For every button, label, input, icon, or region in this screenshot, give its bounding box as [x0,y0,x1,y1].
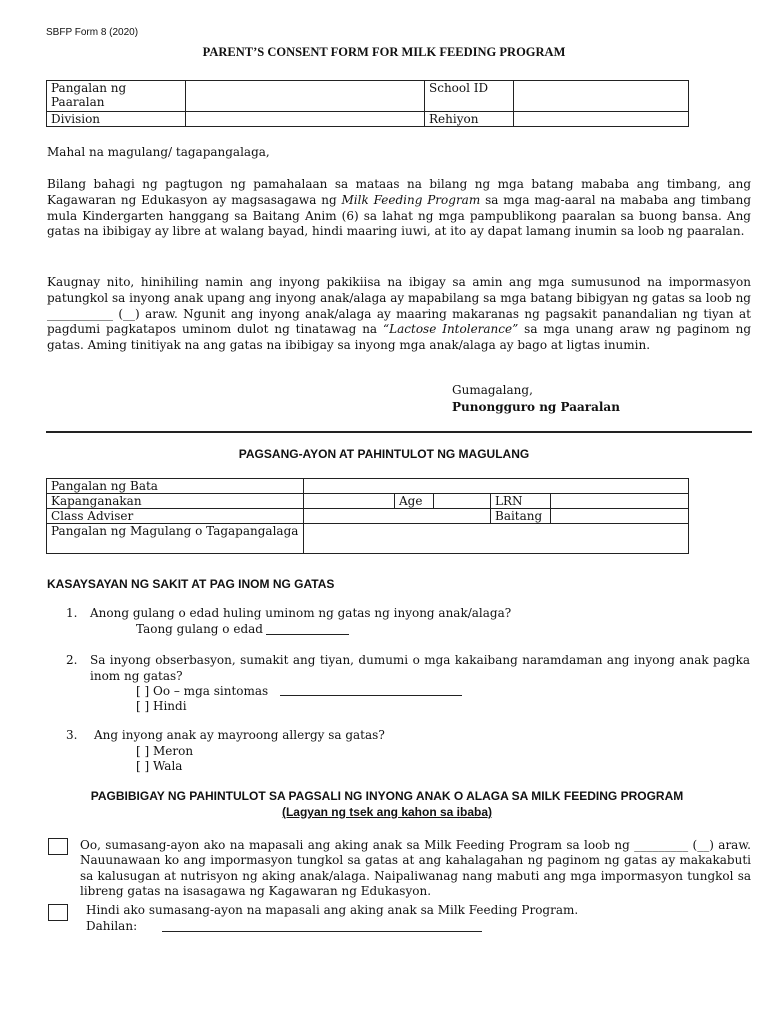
q1-answer-line[interactable] [266,634,349,635]
letter-paragraph-2: Kaugnay nito, hinihiling namin ang inyong pakikiisa na ibigay sa amin ang mga sumusunod na impormasyon patungkol sa inyong anak upang ang inyong anak/alaga ay mapabilang sa mga batang bibigyan ng gatas sa loob ng ___________ (__) araw. Ngunit ang inyong anak/alaga ay maaring makaranas ng pagsakit panandalian ng tiyan at pagdumi pagkatapos uminom dulot ng tinatawag na “Lactose Intolerance” sa mga unang araw ng paginom ng gatas. Aming tinitiyak na ang gatas na ibibigay sa inyong mga anak/alaga ay bago at ligtas inumin. [47,275,752,353]
consent-no-checkbox[interactable] [48,904,68,921]
grade-label: Baitang [491,509,551,523]
school-name-label: Pangalan ng Paaralan [47,81,186,112]
region-field[interactable] [514,112,689,127]
form-title: PARENT’S CONSENT FORM FOR MILK FEEDING PROGRAM [202,45,566,59]
signatory: Punongguro ng Paaralan [452,400,620,414]
lrn-field[interactable] [551,494,688,508]
guardian-field[interactable] [304,524,689,554]
grade-cell[interactable] [491,509,689,524]
child-info-table [46,478,689,554]
reason-line[interactable] [162,931,482,932]
q1-number: 1. [66,606,78,620]
consent-no-text: Hindi ako sumasang-ayon na mapasali ang aking anak sa Milk Feeding Program. [86,903,579,917]
q1-sub-label: Taong gulang o edad [136,622,263,636]
q2-option-yes[interactable]: [ ] Oo – mga sintomas [136,684,269,698]
permission-title: PAGBIBIGAY NG PAHINTULOT SA PAGSALI NG INYONG ANAK O ALAGA SA MILK FEEDING PROGRAM [90,789,684,803]
age-field[interactable] [434,494,491,509]
adviser-field[interactable] [304,509,491,524]
permission-instruction: (Lagyan ng tsek ang kahon sa ibaba) [281,805,493,819]
letter-paragraph-1: Bilang bahagi ng pagtugon ng pamahalaan sa mataas na bilang ng mga batang mababa ang timbang, ang Kagawaran ng Edukasyon ay magsasagawa ng Milk Feeding Program sa mga mag-aaral na mababa ang timbang mula Kindergarten hanggang sa Baitang Anim (6) sa lahat ng mga pampublikong paaralan sa buong bansa. Ang gatas na ibibigay ay libre at walang bayad, hindi maaring iuwi, at ito ay dapat lamang inumin sa loob ng paaralan. [47,177,751,239]
history-title: KASAYSAYAN NG SAKIT AT PAG INOM NG GATAS [47,577,335,591]
school-id-label: School ID [425,81,514,112]
birth-field[interactable] [304,494,395,509]
lrn-cell[interactable] [491,494,689,509]
q2-text: Sa inyong obserbasyon, sumakit ang tiyan, dumumi o mga kakaibang naramdaman ang inyong anak pagka inom ng gatas? [90,653,750,683]
salutation: Mahal na magulang/ tagapangalaga, [47,145,270,159]
lrn-label: LRN [491,494,551,508]
q2-number: 2. [66,653,78,667]
q3-option-no[interactable]: [ ] Wala [136,759,183,773]
q3-number: 3. [66,728,78,742]
consent-section-title: PAGSANG-AYON AT PAHINTULOT NG MAGULANG [238,447,530,461]
division-label: Division [47,112,186,127]
birth-label: Kapanganakan [47,494,304,509]
q1-text: Anong gulang o edad huling uminom ng gatas ng inyong anak/alaga? [90,606,512,620]
school-name-field[interactable] [186,81,425,112]
consent-yes-checkbox[interactable] [48,838,68,855]
q2-option-no[interactable]: [ ] Hindi [136,699,187,713]
q2-symptoms-line[interactable] [280,695,462,696]
division-field[interactable] [186,112,425,127]
school-info-table [46,80,689,127]
child-name-label: Pangalan ng Bata [47,479,304,494]
adviser-label: Class Adviser [47,509,304,524]
q3-option-yes[interactable]: [ ] Meron [136,744,194,758]
reason-label: Dahilan: [86,919,138,933]
closing: Gumagalang, [452,383,533,397]
section-divider [46,431,752,433]
school-id-field[interactable] [514,81,689,112]
form-code: SBFP Form 8 (2020) [46,27,139,38]
grade-field[interactable] [551,509,688,523]
guardian-label: Pangalan ng Magulang o Tagapangalaga [47,524,304,554]
consent-yes-text: Oo, sumasang-ayon ako na mapasali ang aking anak sa Milk Feeding Program sa loob ng _________ (__) araw. Nauunawaan ko ang impormasyon tungkol sa gatas at ang kahalagahan ng paginom ng gatas ay makakabuti sa kalusugan at nutrisyon ng aking anak/alaga. Naipaliwanag nang mabuti ang mga impormasyon tungkol sa libreng gatas na isasagawa ng Kagawaran ng Edukasyon. [80,838,751,898]
region-label: Rehiyon [425,112,514,127]
age-label: Age [395,494,434,509]
q3-text: Ang inyong anak ay mayroong allergy sa gatas? [94,728,385,742]
child-name-field[interactable] [304,479,689,494]
